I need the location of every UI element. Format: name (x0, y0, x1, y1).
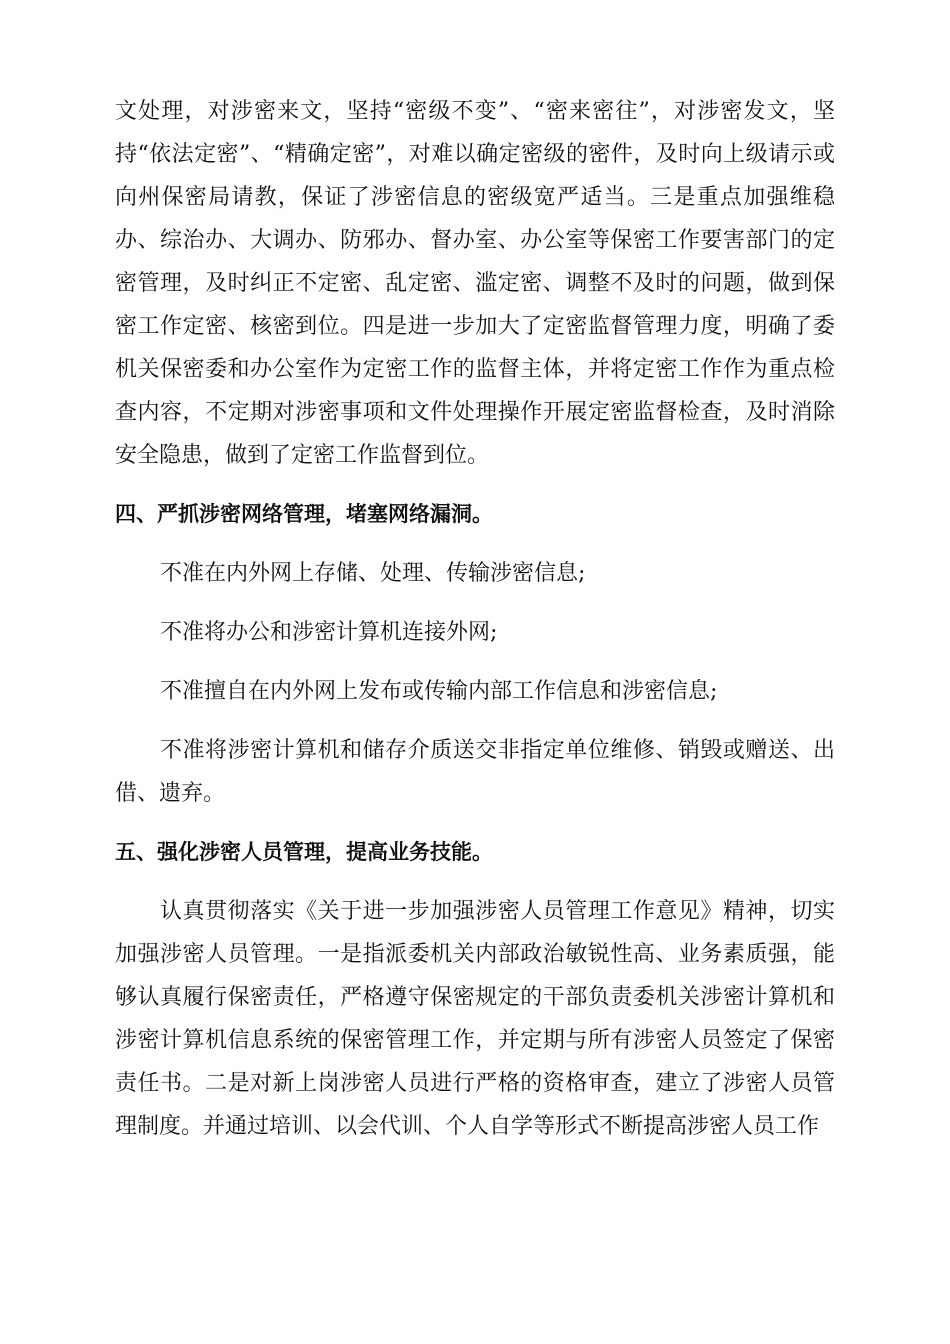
section-4-item-2: 不准将办公和涉密计算机连接外网; (160, 620, 498, 645)
section-4-heading: 四、严抓涉密网络管理，堵塞网络漏洞。 (115, 502, 493, 526)
section-4-item-3: 不准擅自在内外网上发布或传输内部工作信息和涉密信息; (160, 679, 718, 704)
document-page (115, 90, 835, 1148)
section-4-item-1: 不准在内外网上存储、处理、传输涉密信息; (160, 561, 586, 586)
section-4-item-4: 不准将涉密计算机和储存介质送交非指定单位维修、销毁或赠送、出借、遗弃。 (115, 738, 835, 806)
section-5-paragraph: 认真贯彻落实《关于进一步加强涉密人员管理工作意见》精神，切实加强涉密人员管理。一是指派委机关内部政治敏锐性高、业务素质强，能够认真履行保密责任，严格遵守保密规定的干部负责委机关涉密计算机和涉密计算机信息系统的保密管理工作，并定期与所有涉密人员签定了保密责任书。二是对新上岗涉密人员进行严格的资格审查，建立了涉密人员管理制度。并通过培训、以会代训、个人自学等形式不断提高涉密人员工作 (115, 899, 835, 1139)
intro-paragraph: 文处理，对涉密来文，坚持“密级不变”、“密来密往”，对涉密发文，坚持“依法定密”、“精确定密”，对难以确定密级的密件，及时向上级请示或向州保密局请教，保证了涉密信息的密级宽严适当。三是重点加强维稳办、综治办、大调办、防邪办、督办室、办公室等保密工作要害部门的定密管理，及时纠正不定密、乱定密、滥定密、调整不及时的问题，做到保密工作定密、核密到位。四是进一步加大了定密监督管理力度，明确了委机关保密委和办公室作为定密工作的监督主体，并将定密工作作为重点检查内容，不定期对涉密事项和文件处理操作开展定密监督检查，及时消除安全隐患，做到了定密工作监督到位。 (115, 99, 835, 468)
section-5-heading: 五、强化涉密人员管理，提高业务技能。 (115, 840, 493, 864)
